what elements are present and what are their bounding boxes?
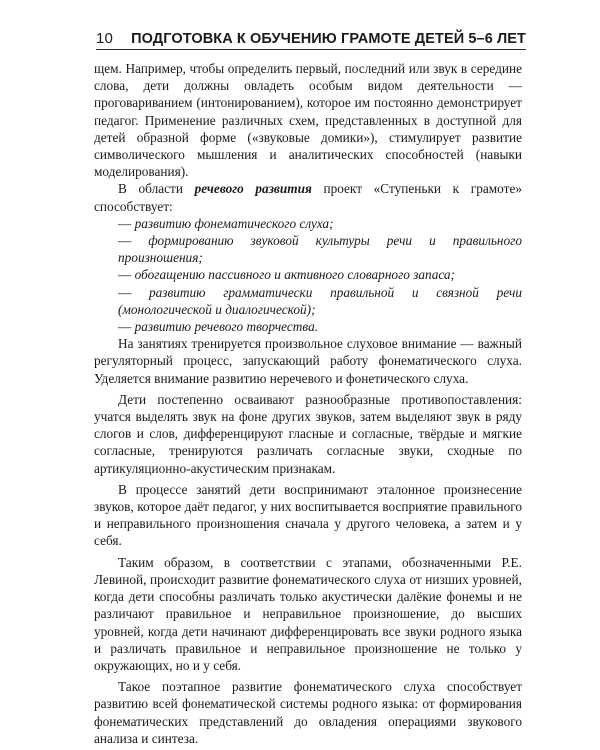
running-title: ПОДГОТОВКА К ОБУЧЕНИЮ ГРАМОТЕ ДЕТЕЙ 5–6 ЛЕТ <box>131 31 526 47</box>
paragraph-6: Таким образом, в соответствии с этапами, обозначенными Р.Е. Левиной, происходит развитие фонематического слуха от низших уровней, когда дети способны различать только акустически далёкие фонемы и не различают правильное и неправильное произношение, до высших уровней, когда дети начинают дифференцировать все звуки родного языка и различать правильное и неправильное произношение не только у окружающих, но и у себя. <box>94 554 522 673</box>
running-header <box>96 30 526 47</box>
paragraph-5: В процессе занятий дети воспринимают эталонное произнесение звуков, которое даёт педагог, у них воспитывается восприятие правильного и неправильного произношения сначала у другого человека, а затем и у себя. <box>94 481 522 549</box>
development-list <box>94 215 522 335</box>
list-item <box>94 232 522 266</box>
list-item-text: развитию грамматически правильной и связной речи (монологической и диалогической); <box>118 284 522 317</box>
page-body <box>94 60 522 747</box>
list-dash: — <box>118 319 132 335</box>
header-rule <box>96 49 526 50</box>
paragraph-3: На занятиях тренируется произвольное слуховое внимание — важный регуляторный процесс, запускающий работу фонематического слуха. Уделяется внимание развитию неречевого и фонетического слуха. <box>94 336 522 386</box>
list-item <box>94 266 522 283</box>
paragraph-2 <box>94 180 522 214</box>
list-dash: — <box>118 215 132 231</box>
list-item-text: обогащению пассивного и активного словарного запаса; <box>134 267 455 283</box>
list-dash: — <box>118 233 132 249</box>
list-item-text: развитию фонематического слуха; <box>134 215 334 231</box>
emphasis-speech-development: речевого развития <box>194 181 312 197</box>
list-item <box>94 284 522 318</box>
paragraph-1: щем. Например, чтобы определить первый, последний или звук в середине слова, дети должны овладеть особым видом деятельности — проговариванием (интонированием), которое им постоянно демонстрирует педагог. Применение различных схем, представленных в доступной для детей образной форме («звуковые домики»), стимулирует развитие символического мышления и аналитических способностей (навыки моделирования). <box>94 61 522 180</box>
paragraph-4: Дети постепенно осваивают разнообразные противопоставления: учатся выделять звук на фоне других звуков, затем выделяют звук в ряду слогов и слов, дифференцируют гласные и согласные, твёрдые и мягкие согласные, тренируются различать согласные звуки, сходные по артикуляционно-акустическим признакам. <box>94 391 522 476</box>
list-item-text: развитию речевого творчества. <box>134 319 319 335</box>
page-number: 10 <box>96 30 113 47</box>
list-item <box>94 318 522 335</box>
paragraph-2-lead: В области <box>118 181 195 197</box>
paragraph-2-tail: проект «Ступеньки к грамоте» способствует: <box>94 181 522 214</box>
list-item <box>94 215 522 232</box>
list-dash: — <box>118 267 132 283</box>
list-item-text: формированию звуковой культуры речи и правильного произношения; <box>118 233 522 266</box>
paragraph-7: Такое поэтапное развитие фонематического слуха способствует развитию всей фонематической системы родного языка: от формирования фонематических представлений до овладения операциями звукового анализа и синтеза. <box>94 679 522 746</box>
list-dash: — <box>118 284 132 300</box>
